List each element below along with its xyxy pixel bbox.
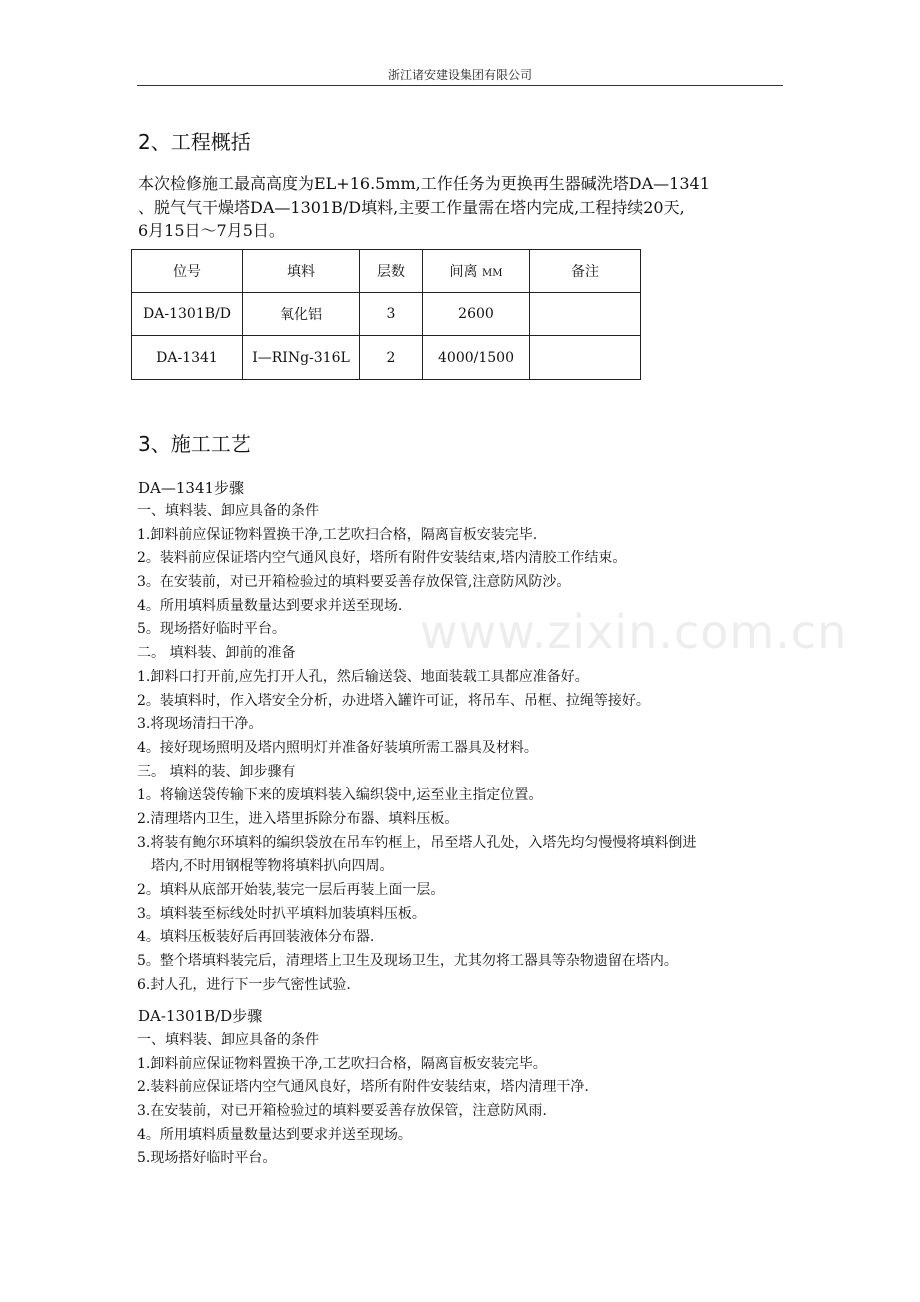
da1341-steps	[137, 500, 797, 997]
step-line: 5。整个塔填料装完后，清理塔上卫生及现场卫生，尤其勿将工器具等杂物遗留在塔内。	[137, 953, 678, 970]
intro-line: 本次检修施工最高高度为EL+16.5mm,工作任务为更换再生器碱洗塔DA—1341	[138, 174, 710, 193]
step-line: 3.将现场清扫干净。	[137, 716, 263, 733]
step-line: 6.封人孔，进行下一步气密性试验.	[137, 976, 351, 993]
table-cell: 2600	[423, 293, 530, 336]
table-cell	[530, 336, 641, 380]
step-line: 2.清理塔内卫生，进入塔里拆除分布器、填料压板。	[137, 810, 459, 827]
step-line: 4。填料压板装好后再回装液体分布器.	[137, 929, 375, 946]
step-line: 三。 填料的装、卸步骤有	[137, 763, 296, 780]
section2-intro	[138, 172, 788, 243]
step-line: 4。所用填料质量数量达到要求并送至现场.	[137, 597, 403, 614]
step-line: 3.在安装前，对已开箱检验过的填料要妥善存放保管，注意防风雨.	[137, 1103, 547, 1120]
step-line: 3。填料装至标线处时扒平填料加装填料压板。	[137, 905, 426, 922]
step-line: 3。在安装前，对已开箱检验过的填料要妥善存放保管,注意防风防沙。	[137, 574, 571, 591]
table-header-cell: 填料	[243, 250, 360, 293]
section3-title: 3、施工工艺	[138, 432, 251, 456]
step-line: 一、填料装、卸应具备的条件	[137, 503, 319, 519]
table-header-cell: 备注	[530, 250, 641, 293]
watermark: www.zixin.com.cn	[420, 605, 848, 659]
da1301-steps	[137, 1029, 797, 1171]
step-line: 1.卸料前应保证物料置换干净,工艺吹扫合格，隔离盲板安装完毕。	[137, 1055, 547, 1072]
step-line: 3.将装有鲍尔环填料的编织袋放在吊车钓框上，吊至塔人孔处，入塔先均匀慢慢将填料倒进	[137, 834, 697, 851]
table-header-unit: MM	[481, 268, 503, 279]
intro-line: 、脱气气干燥塔DA—1301B/D填料,主要工作量需在塔内完成,工程持续20天,	[138, 197, 685, 217]
da1301-heading: DA-1301B/D步骤	[138, 1007, 263, 1025]
step-line: 5.现场搭好临时平台。	[137, 1150, 277, 1167]
table-row	[132, 336, 641, 380]
table-row	[132, 293, 641, 336]
table-cell: DA-1341	[132, 336, 243, 380]
table-header-label: 间离	[449, 264, 478, 280]
table-header-cell: 位号	[132, 250, 243, 293]
intro-line: 6月15日～7月5日。	[138, 221, 285, 240]
header-company: 浙江诸安建设集团有限公司	[387, 68, 532, 82]
step-line: 2。填料从底部开始装,装完一层后再装上面一层。	[137, 882, 445, 898]
section2-title: 2、工程概括	[138, 130, 251, 154]
table-cell: 氧化铝	[243, 293, 360, 336]
step-line: 1.卸料口打开前,应先打开人孔，然后输送袋、地面装载工具都应准备好。	[137, 668, 589, 685]
table-cell: DA-1301B/D	[132, 293, 243, 336]
table-cell: 2	[360, 336, 423, 380]
step-line: 2。装填料时，作入塔安全分析，办进塔入罐许可证，将吊车、吊框、拉绳等接好。	[137, 692, 650, 709]
step-line: 2。装料前应保证塔内空气通风良好，塔所有附件安装结束,塔内清胶工作结束。	[137, 550, 627, 567]
step-line: 5。现场搭好临时平台。	[137, 621, 286, 638]
step-line: 1.卸料前应保证物料置换干净,工艺吹扫合格，隔离盲板安装完毕.	[137, 526, 538, 543]
table-cell: 4000/1500	[423, 336, 530, 380]
table-header-row	[132, 250, 641, 293]
step-line: 4。接好现场照明及塔内照明灯并准备好装填所需工器具及材料。	[137, 739, 538, 756]
step-line: 4。所用填料质量数量达到要求并送至现场。	[137, 1126, 412, 1143]
step-line: 1。将输送袋传输下来的废填料装入编织袋中,运至业主指定位置。	[137, 787, 543, 804]
packing-table	[131, 249, 641, 380]
table-cell	[530, 293, 641, 336]
step-line: 二。 填料装、卸前的准备	[137, 645, 296, 662]
table-header-cell	[423, 250, 530, 293]
table-header-cell: 层数	[360, 250, 423, 293]
table-cell: I—RINg-316L	[243, 336, 360, 380]
step-line: 一、填料装、卸应具备的条件	[137, 1032, 319, 1048]
step-line: 塔内,不时用钢棍等物将填料扒向四周。	[151, 858, 394, 875]
da1341-heading: DA—1341步骤	[138, 479, 245, 497]
step-line: 2.装料前应保证塔内空气通风良好，塔所有附件安装结束，塔内清理干净.	[137, 1079, 589, 1096]
table-cell: 3	[360, 293, 423, 336]
header-rule	[137, 85, 783, 86]
